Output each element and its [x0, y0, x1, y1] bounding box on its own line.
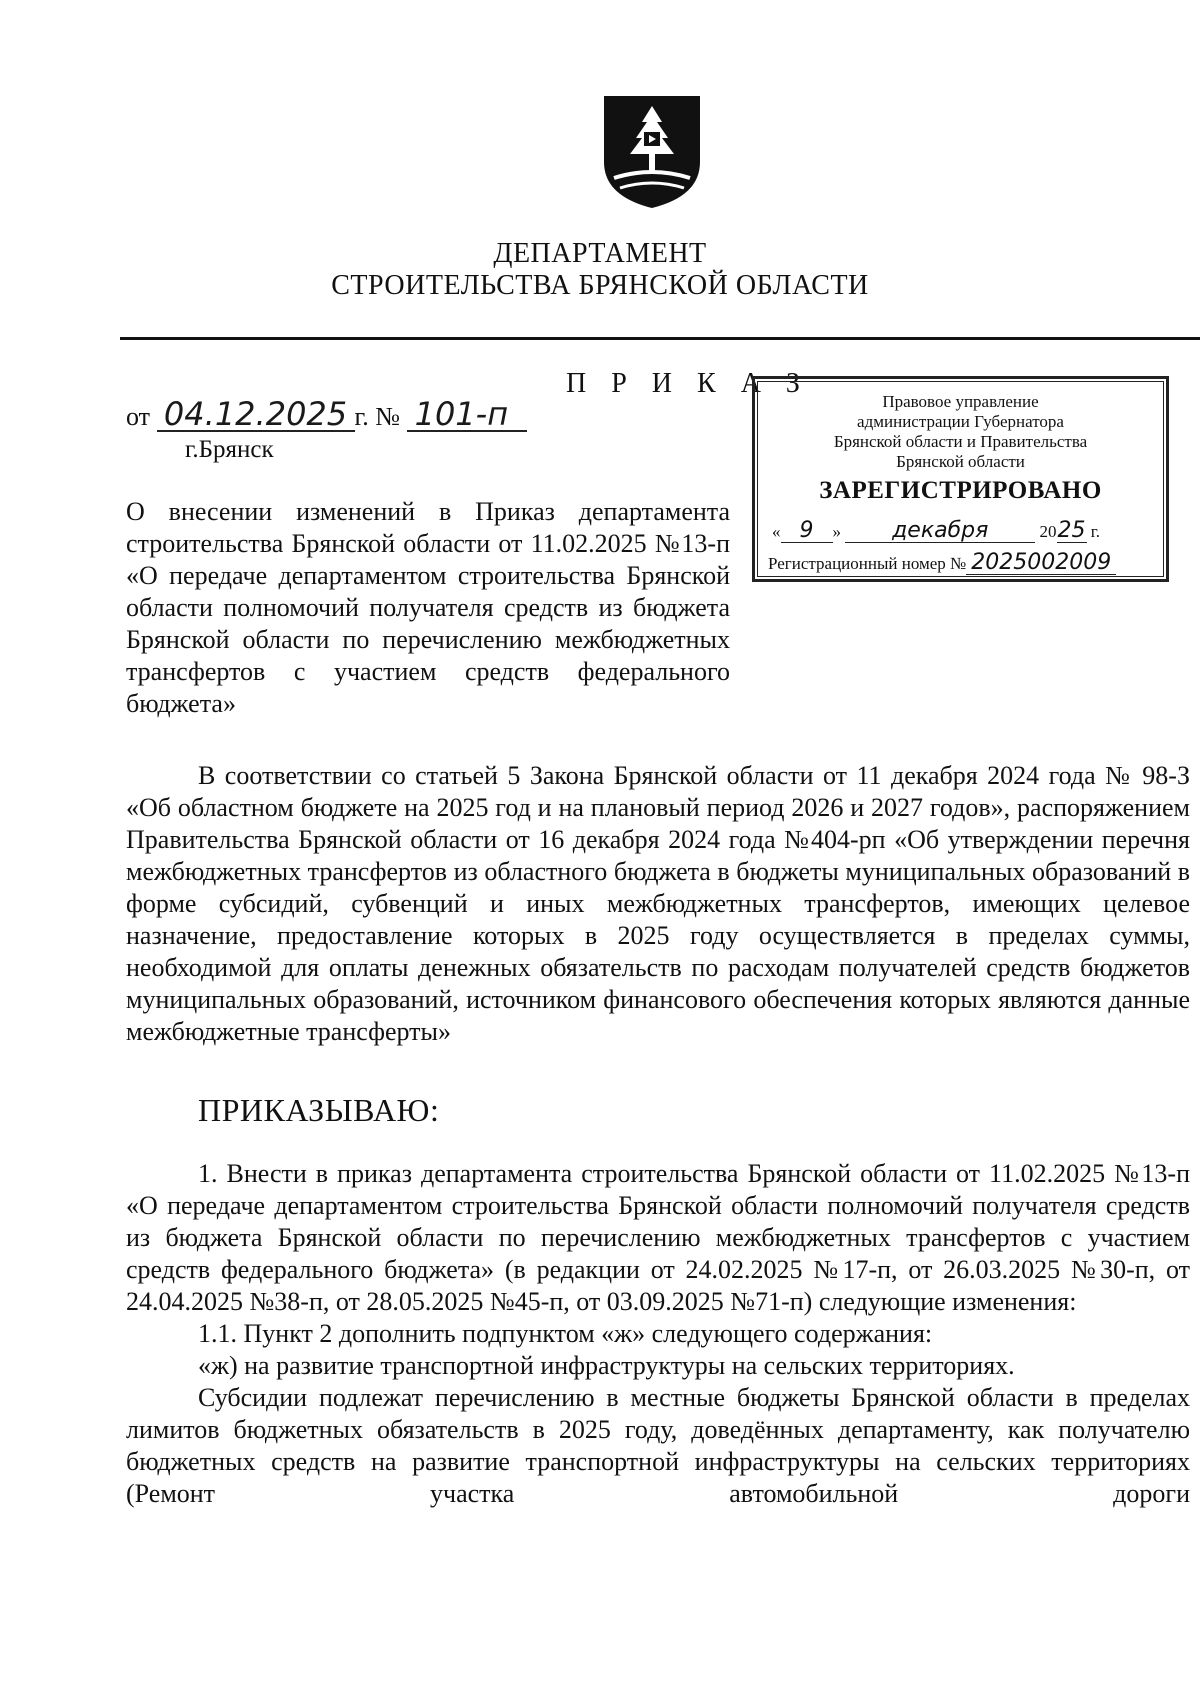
stamp-registered: ЗАРЕГИСТРИРОВАНО: [819, 477, 1102, 504]
coat-of-arms-emblem: [600, 92, 704, 210]
department-title-line1: ДЕПАРТАМЕНТ: [493, 238, 707, 269]
stamp-line3: Брянской области и Правительства: [833, 432, 1088, 451]
stamp-month-handwritten: декабря: [845, 520, 1035, 543]
order-date-number-line: [126, 395, 527, 433]
year-suffix: г.: [354, 402, 369, 431]
order-subject: [126, 496, 730, 720]
stamp-reg-number-handwritten: 2025002009: [966, 552, 1116, 575]
stamp-reg-label: Регистрационный номер №: [768, 554, 967, 573]
preamble-text: В соответствии со статьей 5 Закона Брянской области от 11 декабря 2024 года № 98-З «Об областном бюджете на 2025 год и на плановый период 2026 и 2027 годов», распоряжением Правительства Брянской области от 16 декабря 2024 года №404-рп «Об утверждении перечня межбюджетных трансфертов из областного бюджета в бюджеты муниципальных образований в форме субсидий, субвенций и иных межбюджетных трансфертов, имеющих целевое назначение, предоставление которых в 2025 году осуществляется в пределах суммы, необходимой для оплаты денежных обязательств по расходам получателей средств бюджетов муниципальных образований, источником финансового обеспечения которых являются данные межбюджетные трансферты»: [126, 761, 1190, 1046]
stamp-line1: Правовое управление: [882, 392, 1039, 411]
header-divider: [120, 337, 1200, 340]
stamp-quote-close: »: [832, 522, 841, 541]
item-zh: «ж) на развитие транспортной инфраструктуры на сельских территориях.: [198, 1351, 1015, 1380]
order-date-handwritten: 04.12.2025: [157, 398, 355, 432]
stamp-year-suffix: г.: [1090, 522, 1101, 541]
subject-text: О внесении изменений в Приказ департамента строительства Брянской области от 11.02.2025 №13-п «О передаче департаментом строительства Брянской области полномочий получателя средств из бюджета Брянской области по перечислению межбюджетных трансфертов с участием средств федерального бюджета»: [126, 497, 730, 718]
stamp-line2: администрации Губернатора: [857, 412, 1064, 431]
subsidies-paragraph: Субсидии подлежат перечислению в местные бюджеты Брянской области в пределах лимитов бюджетных обязательств в 2025 году, доведённых департаменту, как получателю бюджетных средств на развитие транспортной инфраструктуры на сельских территориях (Ремонт участка автомобильной дороги: [126, 1383, 1190, 1508]
stamp-quote-open: «: [772, 522, 781, 541]
order-word: ПРИКАЗЫВАЮ:: [198, 1092, 440, 1128]
stamp-year-handwritten: 25: [1057, 518, 1086, 543]
stamp-day-handwritten: 9: [781, 520, 833, 543]
order-items: [126, 1158, 1190, 1510]
stamp-date-line: [772, 520, 1162, 543]
registration-stamp: [752, 376, 1169, 582]
number-label: №: [375, 402, 401, 431]
from-label: от: [126, 402, 151, 431]
preamble-paragraph: [126, 760, 1190, 1048]
item-1: 1. Внести в приказ департамента строительства Брянской области от 11.02.2025 №13-п «О передаче департаментом строительства Брянской области полномочий получателя средств из бюджета Брянской области по перечислению межбюджетных трансфертов с участием средств федерального бюджета» (в редакции от 24.02.2025 №17-п, от 26.03.2025 №30-п, от 24.04.2025 №38-п, от 28.05.2025 №45-п, от 03.09.2025 №71-п) следующие изменения:: [126, 1159, 1190, 1316]
stamp-inner-border: [757, 381, 1164, 577]
item-1-1: 1.1. Пункт 2 дополнить подпунктом «ж» следующего содержания:: [198, 1319, 933, 1348]
order-number-handwritten: 101-п: [407, 398, 527, 432]
stamp-reg-number-line: [768, 552, 1116, 575]
department-title-line2: СТРОИТЕЛЬСТВА БРЯНСКОЙ ОБЛАСТИ: [331, 270, 869, 301]
stamp-line4: Брянской области: [896, 452, 1025, 471]
order-title: П Р И К А З: [566, 368, 809, 399]
stamp-year-prefix: 20: [1039, 522, 1057, 541]
city-label: г.Брянск: [185, 436, 274, 463]
